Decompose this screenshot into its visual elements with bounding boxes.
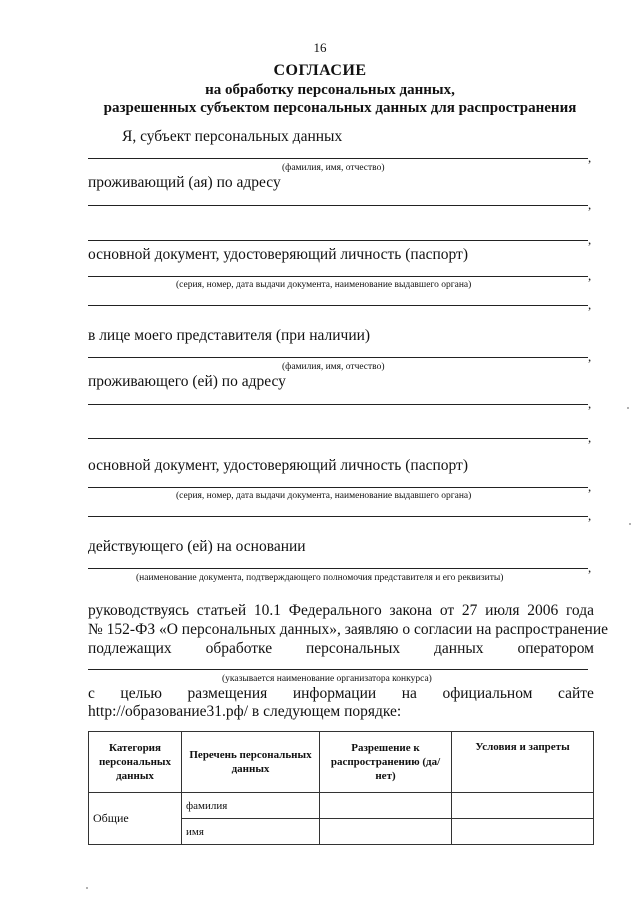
address-field-1[interactable] [88,205,588,206]
header-conditions: Условия и запреты [452,732,594,793]
scan-speck [629,523,631,525]
comma: , [588,479,592,494]
page-number: 16 [313,40,327,55]
comma: , [588,232,592,247]
comma: , [588,297,592,312]
consent-paragraph-line2: № 152-ФЗ «О персональных данных», заявляю о согласии на распространение [88,621,609,638]
personal-data-table [88,731,594,845]
paragraph-word: на [401,685,417,702]
passport-field-2[interactable] [88,305,588,306]
header-category: Категория персональных данных [89,732,182,793]
representative-fio-field[interactable] [88,357,588,358]
paragraph-word: оператором [517,640,594,657]
subject-intro: Я, субъект персональных данных [122,128,343,145]
conditions-cell[interactable] [452,819,594,845]
consent-paragraph-line1: руководствуясь статьей 10.1 Федерального закона от 27 июля 2006 года [88,602,594,619]
rep-address-field-2[interactable] [88,438,588,439]
paragraph-word: информации [292,685,377,702]
paragraph-word: сайте [558,685,594,702]
acting-basis-label: действующего (ей) на основании [88,538,306,555]
organizer-field[interactable] [88,669,588,670]
consent-paragraph-line5: http://образование31.рф/ в следующем порядке: [88,703,402,720]
fio-caption: (фамилия, имя, отчество) [282,163,385,173]
comma: , [588,349,592,364]
rep-fio-caption: (фамилия, имя, отчество) [282,362,385,372]
paragraph-word: официальном [442,685,533,702]
paragraph-word: целью [120,685,162,702]
document-title: СОГЛАСИЕ [273,62,367,79]
basis-caption: (наименование документа, подтверждающего полномочия представителя и его реквизиты) [136,573,504,583]
comma: , [588,396,592,411]
conditions-cell[interactable] [452,793,594,819]
data-item-cell: имя [182,819,320,845]
table-row [89,793,594,819]
rep-passport-field-2[interactable] [88,516,588,517]
paragraph-word: размещения [187,685,268,702]
rep-passport-field-1[interactable] [88,487,588,488]
comma: , [588,150,592,165]
main-doc-label: основной документ, удостоверяющий личность (паспорт) [88,246,468,263]
document-subtitle-line1: на обработку персональных данных, [205,82,455,98]
paragraph-word: с [88,685,95,702]
basis-field[interactable] [88,568,588,569]
rep-address-field-1[interactable] [88,404,588,405]
address-field-2[interactable] [88,240,588,241]
scan-speck [627,407,629,409]
doc-caption: (серия, номер, дата выдачи документа, наименование выдавшего органа) [176,280,472,290]
category-cell: Общие [89,793,182,845]
comma: , [588,268,592,283]
consent-paragraph-line3 [88,639,594,658]
organizer-caption: (указывается наименование организатора конкурса) [222,674,432,684]
comma: , [588,560,592,575]
rep-doc-caption: (серия, номер, дата выдачи документа, наименование выдавшего органа) [176,491,472,501]
permission-cell[interactable] [320,793,452,819]
rep-main-doc-label: основной документ, удостоверяющий личность (паспорт) [88,457,468,474]
comma: , [588,508,592,523]
paragraph-word: данных [434,640,484,657]
data-item-cell: фамилия [182,793,320,819]
header-permission: Разрешение к распространению (да/нет) [320,732,452,793]
permission-cell[interactable] [320,819,452,845]
representative-label: в лице моего представителя (при наличии) [88,327,371,344]
residing-label: проживающий (ая) по адресу [88,174,281,191]
paragraph-word: подлежащих [88,640,172,657]
passport-field-1[interactable] [88,276,588,277]
comma: , [588,197,592,212]
document-subtitle-line2: разрешенных субъектом персональных данных для распространения [103,100,577,116]
scan-speck [86,887,88,889]
rep-residing-label: проживающего (ей) по адресу [88,373,286,390]
comma: , [588,430,592,445]
paragraph-word: обработке [205,640,273,657]
consent-paragraph-line4 [88,684,594,703]
paragraph-word: персональных [305,640,401,657]
subject-fio-field[interactable] [88,158,588,159]
table-header-row [89,732,594,793]
header-list: Перечень персональных данных [182,732,320,793]
